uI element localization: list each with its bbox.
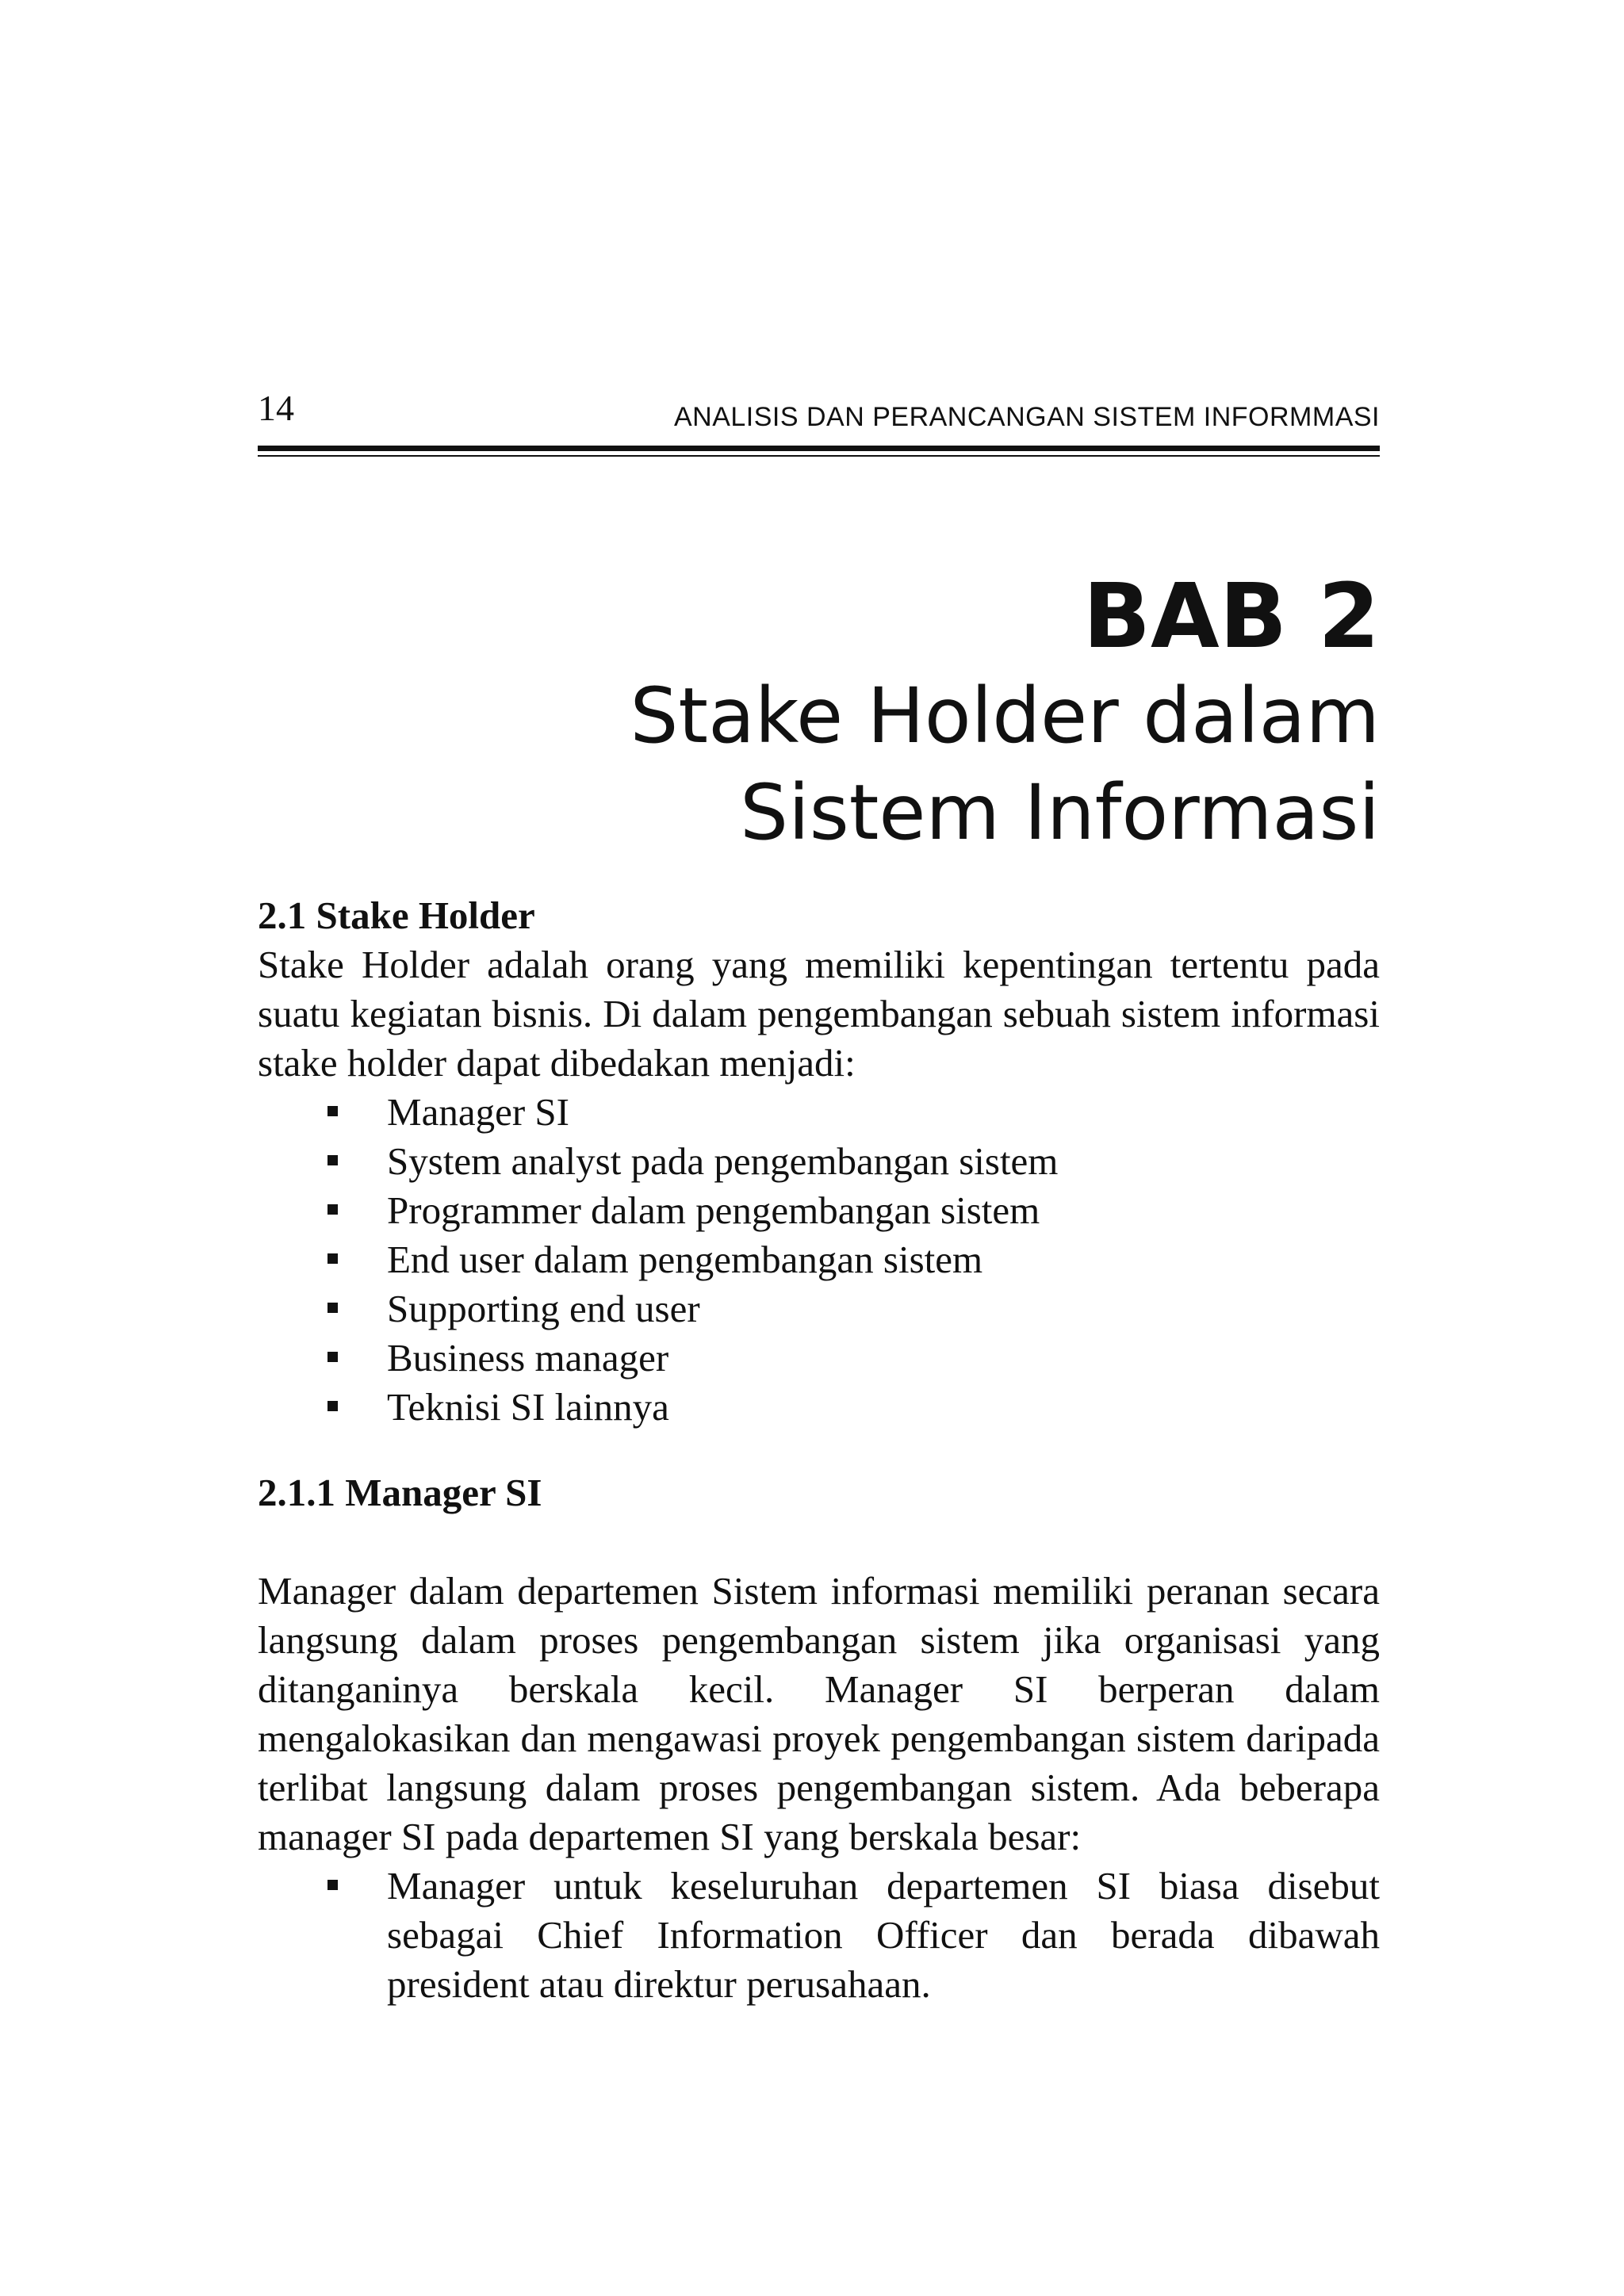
list-item-text: Manager untuk keseluruhan departemen SI biasa disebut sebagai Chief Information Officer dan berada dibawah president atau direktur perusahaan. — [387, 1864, 1380, 2006]
bullet-square-icon — [327, 1204, 338, 1215]
section-spacer — [258, 1432, 1380, 1468]
bullet-square-icon — [327, 1106, 338, 1116]
list-item — [387, 1088, 1380, 1137]
list-item-text: End user dalam pengembangan sistem — [387, 1238, 983, 1281]
bullet-square-icon — [327, 1880, 338, 1890]
manager-list — [258, 1862, 1380, 2009]
list-item-text: Manager SI — [387, 1090, 569, 1134]
list-item-text: System analyst pada pengembangan sistem — [387, 1139, 1059, 1183]
list-item — [387, 1186, 1380, 1235]
section-heading-2-1: 2.1 Stake Holder — [258, 894, 535, 937]
list-item — [387, 1862, 1380, 2009]
list-item — [387, 1383, 1380, 1432]
list-item-text: Business manager — [387, 1336, 669, 1380]
bullet-square-icon — [327, 1155, 338, 1165]
section-body-paragraph: Manager dalam departemen Sistem informasi memiliki peranan secara langsung dalam proses pengembangan sistem jika organisasi yang ditanganinya berskala kecil. Manager SI berperan dalam mengalokasikan dan mengawasi proyek pengembangan sistem daripada terlibat langsung dalam proses pengembangan sistem. Ada beberapa manager SI pada departemen SI yang berskala besar: — [258, 1569, 1380, 1858]
section-intro-paragraph: Stake Holder adalah orang yang memiliki kepentingan tertentu pada suatu kegiatan bisnis. Di dalam pengembangan sebuah sistem informasi stake holder dapat dibedakan menjadi: — [258, 943, 1380, 1085]
bullet-square-icon — [327, 1303, 338, 1313]
section-heading-2-1-1: 2.1.1 Manager SI — [258, 1471, 542, 1514]
list-item — [387, 1284, 1380, 1334]
header-rule-thick — [258, 446, 1380, 451]
stakeholder-list — [258, 1088, 1380, 1432]
bullet-square-icon — [327, 1253, 338, 1264]
chapter-title: Stake Holder dalam Sistem Informasi — [630, 672, 1380, 857]
list-item-text: Programmer dalam pengembangan sistem — [387, 1188, 1040, 1232]
page-content — [258, 891, 1380, 2009]
chapter-label: BAB 2 — [1082, 565, 1380, 668]
list-item — [387, 1235, 1380, 1284]
list-item-text: Supporting end user — [387, 1287, 700, 1330]
bullet-square-icon — [327, 1401, 338, 1411]
list-item — [387, 1334, 1380, 1383]
list-item-text: Teknisi SI lainnya — [387, 1385, 669, 1429]
list-item — [387, 1137, 1380, 1186]
page-number: 14 — [258, 388, 294, 428]
bullet-square-icon — [327, 1352, 338, 1362]
header-rule-thin — [258, 455, 1380, 457]
paragraph-spacer — [258, 1517, 1380, 1567]
running-title: ANALISIS DAN PERANCANGAN SISTEM INFORMMASI — [673, 402, 1380, 432]
page-header — [258, 387, 1380, 442]
